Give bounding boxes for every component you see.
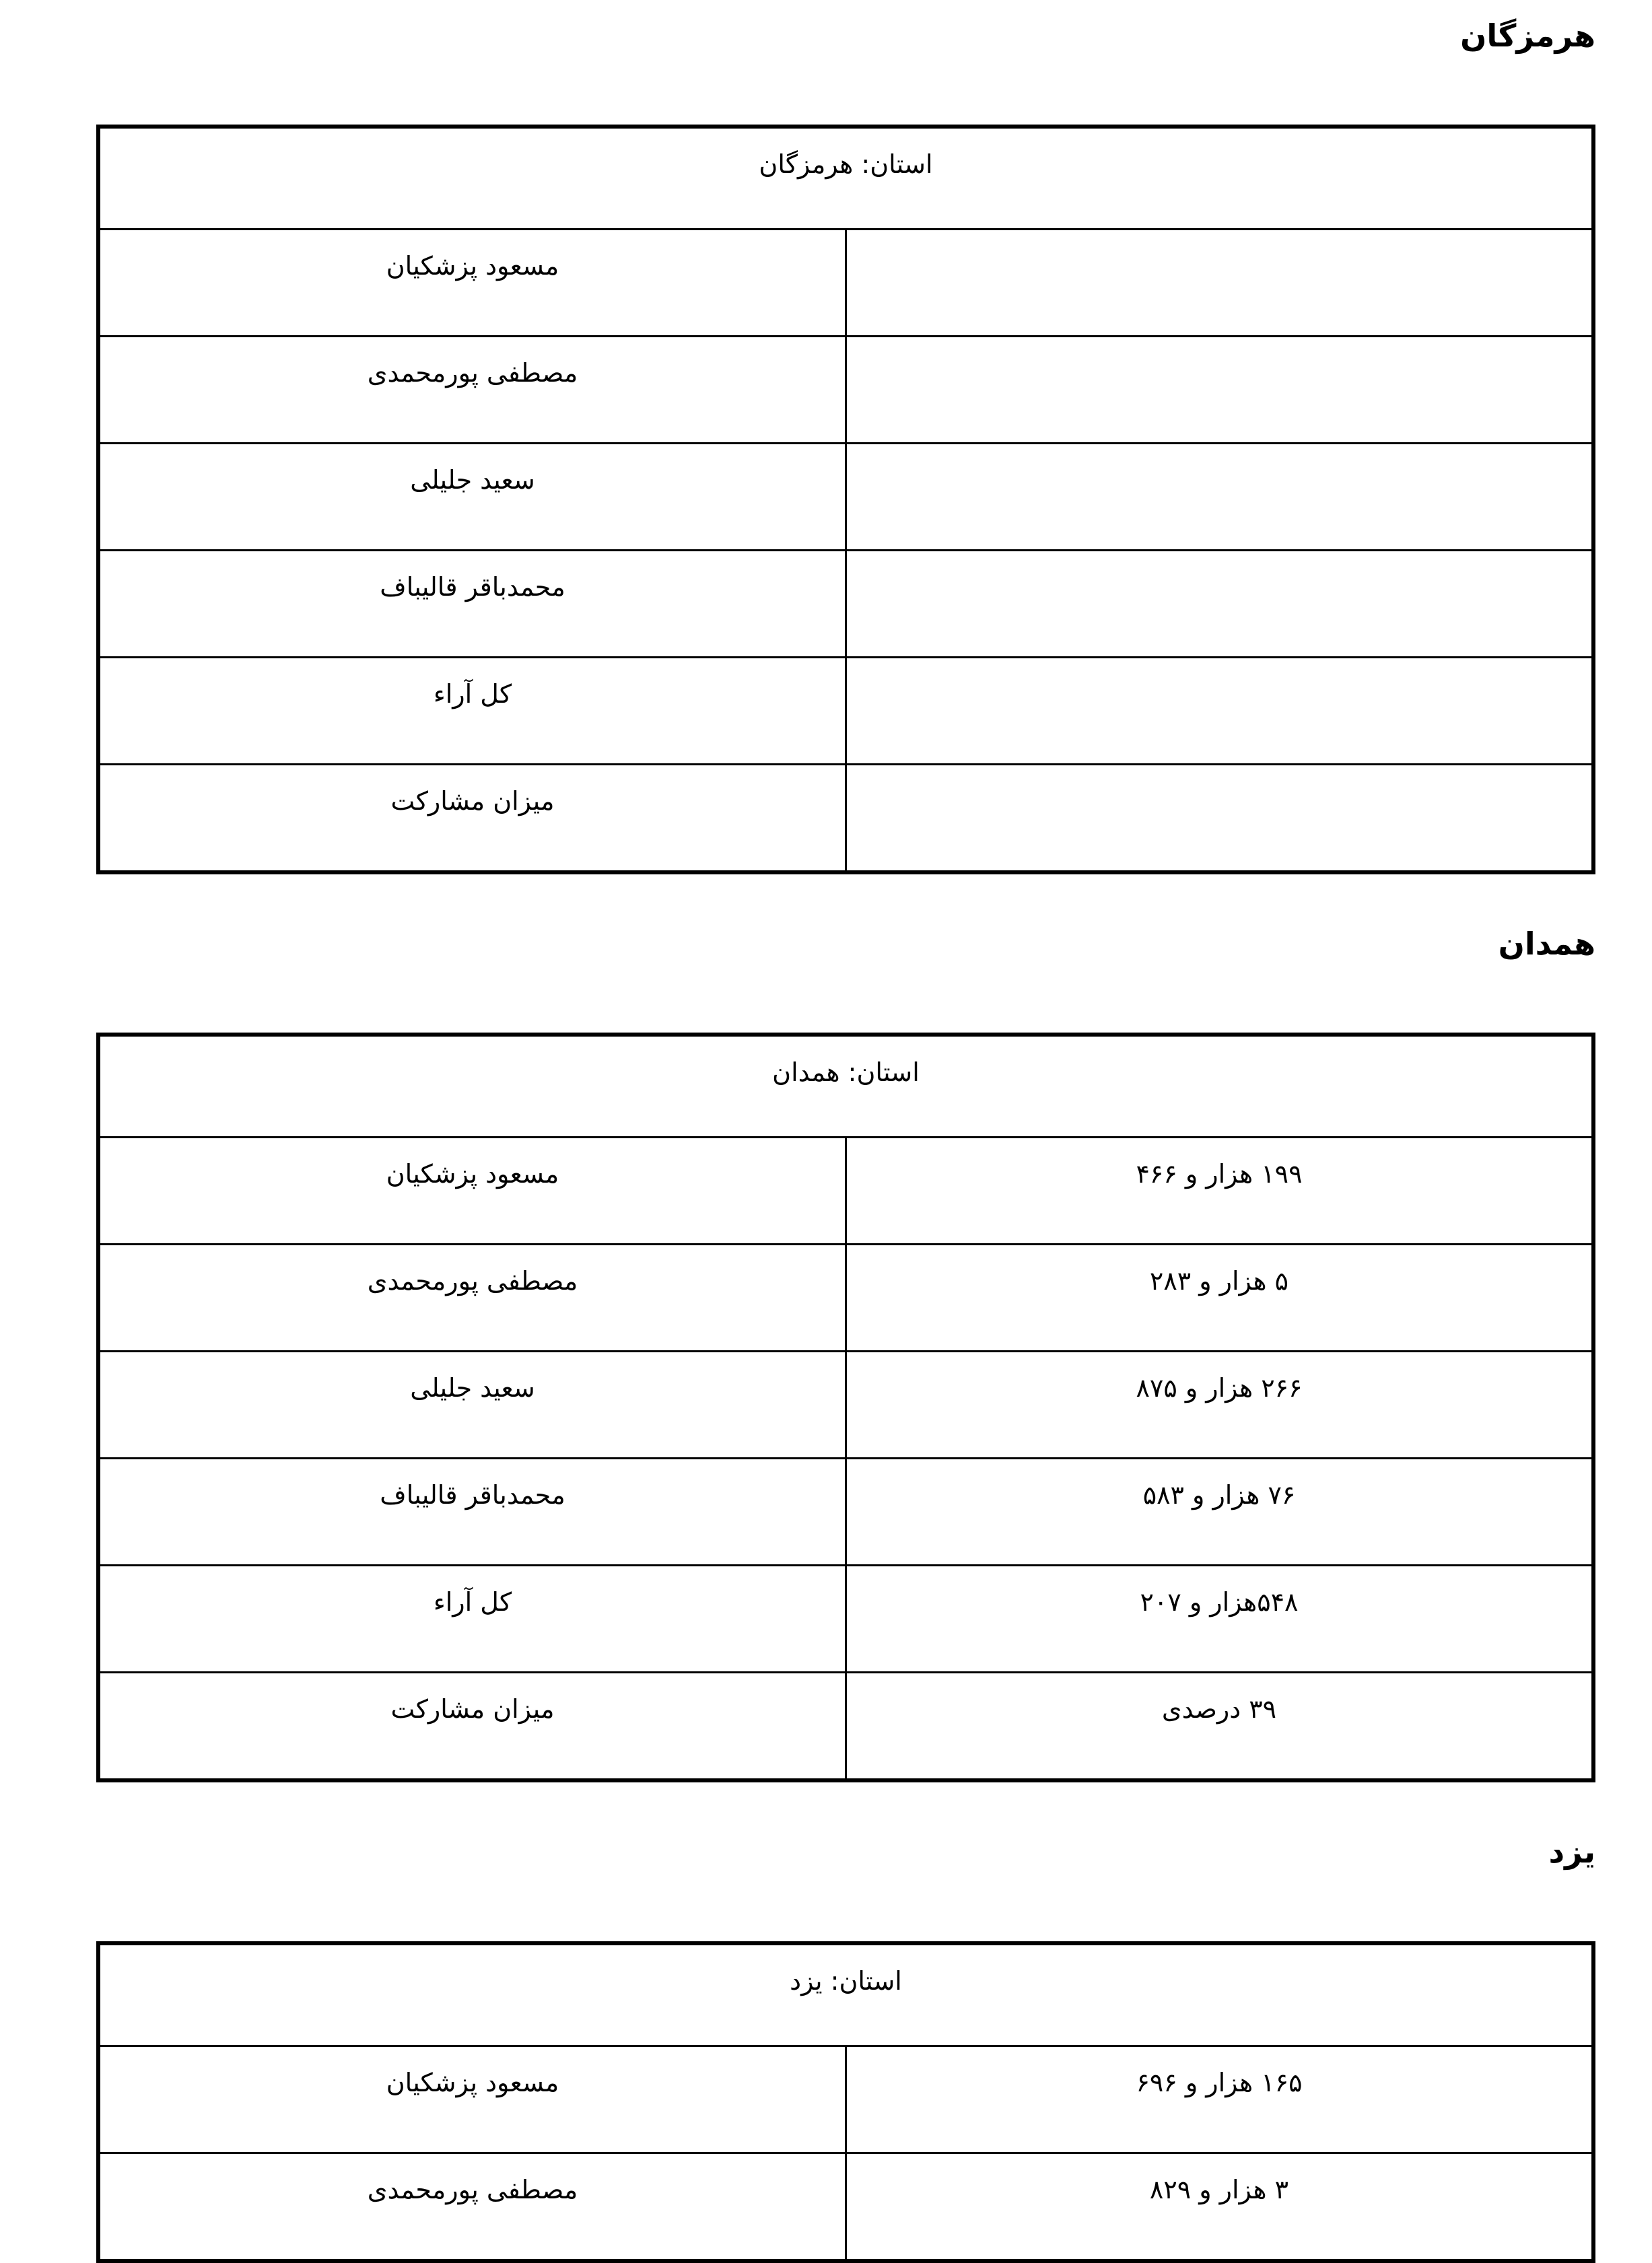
- value-cell: [846, 765, 1594, 873]
- label-text: مسعود پزشکیان: [386, 1159, 559, 1189]
- table-row: [98, 1138, 1593, 1245]
- label-text: کل آراء: [433, 679, 512, 709]
- value-text: [847, 337, 1591, 386]
- label-text: میزان مشارکت: [390, 1694, 555, 1725]
- section-heading-hamedan: همدان: [1498, 926, 1595, 963]
- table-row: [98, 2046, 1593, 2153]
- label-cell: [98, 1673, 846, 1781]
- table-caption-row: [98, 127, 1593, 230]
- results-table-yazd-wrap: [96, 1941, 1595, 2263]
- spacer-2: [0, 874, 1652, 926]
- label-text: مسعود پزشکیان: [386, 251, 559, 281]
- value-cell: [846, 1459, 1594, 1566]
- table-row: [98, 337, 1593, 444]
- label-text: محمدباقر قالیباف: [380, 572, 565, 602]
- label-cell: [98, 1245, 846, 1352]
- table-caption-text: استان: همدان: [772, 1057, 920, 1088]
- label-text: محمدباقر قالیباف: [380, 1480, 565, 1510]
- label-text: سعید جلیلی: [410, 465, 535, 495]
- value-text: ۷۶ هزار و ۵۸۳: [1142, 1480, 1296, 1510]
- table-row: [98, 2153, 1593, 2261]
- table-caption-text: استان: هرمزگان: [759, 149, 933, 180]
- table-row: [98, 658, 1593, 765]
- results-table-hormozgan: [96, 125, 1595, 874]
- value-text: ۵ هزار و ۲۸۳: [1149, 1266, 1289, 1296]
- value-cell: [846, 1245, 1594, 1352]
- table-caption-row: [98, 1035, 1593, 1138]
- label-cell: [98, 1459, 846, 1566]
- label-text: میزان مشارکت: [390, 786, 555, 816]
- label-cell: [98, 2153, 846, 2261]
- label-cell: [98, 658, 846, 765]
- value-cell: [846, 1673, 1594, 1781]
- table-row: [98, 1673, 1593, 1781]
- label-text: مصطفی پورمحمدی: [367, 358, 578, 388]
- label-text: کل آراء: [433, 1587, 512, 1617]
- value-text: [847, 230, 1591, 279]
- label-cell: [98, 444, 846, 551]
- label-cell: [98, 551, 846, 658]
- value-text: ۳ هزار و ۸۲۹: [1149, 2174, 1289, 2204]
- table-row: [98, 1245, 1593, 1352]
- table-row: [98, 1566, 1593, 1673]
- table-row: [98, 230, 1593, 337]
- results-table-yazd: [96, 1941, 1595, 2263]
- value-cell: [846, 2046, 1594, 2153]
- results-table-hamedan-wrap: [96, 1033, 1595, 1782]
- label-text: مصطفی پورمحمدی: [367, 1266, 578, 1296]
- value-text: [847, 765, 1591, 814]
- table-caption-row: [98, 1943, 1593, 2046]
- value-text: ۲۶۶ هزار و ۸۷۵: [1136, 1373, 1303, 1403]
- label-cell: [98, 337, 846, 444]
- section-heading-yazd: یزد: [1548, 1834, 1595, 1871]
- label-cell: [98, 1352, 846, 1459]
- label-text: سعید جلیلی: [410, 1373, 535, 1403]
- value-cell: [846, 1352, 1594, 1459]
- table-caption-cell: [98, 1943, 1593, 2046]
- label-text: مصطفی پورمحمدی: [367, 2174, 578, 2204]
- value-text: ۳۹ درصدی: [1161, 1694, 1277, 1725]
- spacer-5: [0, 1871, 1652, 1941]
- spacer-4: [0, 1782, 1652, 1834]
- value-text: ۱۶۵ هزار و ۶۹۶: [1136, 2067, 1303, 2097]
- value-text: ۵۴۸هزار و ۲۰۷: [1140, 1587, 1299, 1617]
- page-top-margin: [0, 0, 1652, 18]
- value-cell: [846, 551, 1594, 658]
- table-row: [98, 1459, 1593, 1566]
- label-text: مسعود پزشکیان: [386, 2067, 559, 2097]
- value-cell: [846, 444, 1594, 551]
- value-cell: [846, 658, 1594, 765]
- table-caption-cell: [98, 1035, 1593, 1138]
- label-cell: [98, 765, 846, 873]
- label-cell: [98, 2046, 846, 2153]
- label-cell: [98, 230, 846, 337]
- table-caption-text: استان: یزد: [790, 1965, 902, 1996]
- value-text: [847, 551, 1591, 600]
- table-row: [98, 444, 1593, 551]
- value-cell: [846, 230, 1594, 337]
- value-text: ۱۹۹ هزار و ۴۶۶: [1136, 1159, 1303, 1189]
- value-text: [847, 658, 1591, 707]
- value-text: [847, 444, 1591, 493]
- results-table-hormozgan-wrap: [96, 125, 1595, 874]
- results-table-hamedan: [96, 1033, 1595, 1782]
- value-cell: [846, 1138, 1594, 1245]
- label-cell: [98, 1566, 846, 1673]
- table-row: [98, 551, 1593, 658]
- spacer-1: [0, 55, 1652, 125]
- table-caption-cell: [98, 127, 1593, 230]
- section-heading-hormozgan: هرمزگان: [1460, 18, 1595, 54]
- value-cell: [846, 1566, 1594, 1673]
- spacer-3: [0, 963, 1652, 1033]
- label-cell: [98, 1138, 846, 1245]
- value-cell: [846, 337, 1594, 444]
- value-cell: [846, 2153, 1594, 2261]
- table-row: [98, 765, 1593, 873]
- table-row: [98, 1352, 1593, 1459]
